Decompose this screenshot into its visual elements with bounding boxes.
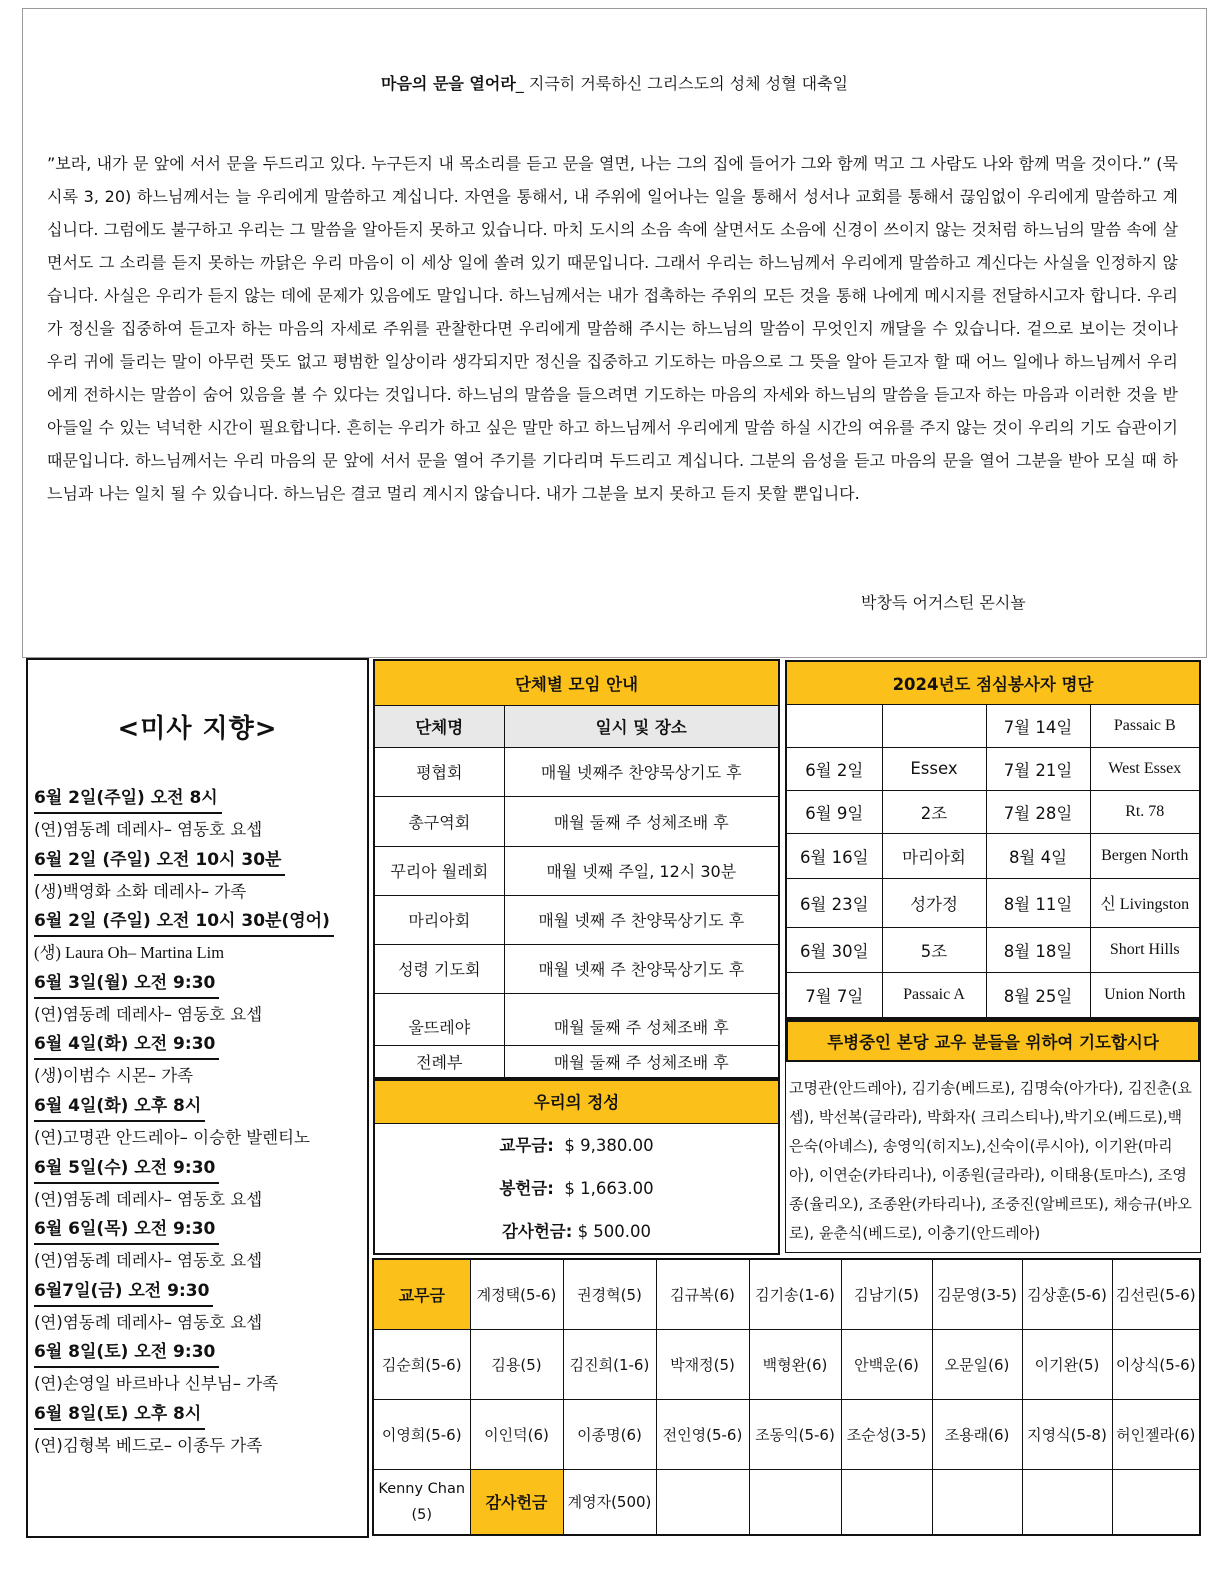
table-row <box>374 895 779 944</box>
lunch-date: 6월 9일 <box>786 790 882 833</box>
donor-cell: 이인덕(6) <box>470 1399 563 1469</box>
donor-cell: 조용래(6) <box>932 1399 1022 1469</box>
reflection-box <box>22 8 1207 658</box>
list-item <box>34 1215 363 1277</box>
lunch-volunteers-title: 2024년도 점심봉사자 명단 <box>786 661 1200 704</box>
donor-cell: 김기송(1-6) <box>749 1259 841 1329</box>
table-row <box>374 1045 779 1078</box>
donor-cell: 허인젤라(6) <box>1112 1399 1200 1469</box>
table-row <box>374 660 779 705</box>
reflection-title-rest: _ 지극히 거룩하신 그리스도의 성체 성혈 대축일 <box>515 74 848 93</box>
lunch-team: 마리아회 <box>882 833 986 878</box>
lunch-team: Rt. 78 <box>1090 790 1200 833</box>
lunch-date: 7월 7일 <box>786 972 882 1018</box>
mass-intent: (생)이범수 시몬– 가족 <box>34 1066 194 1086</box>
offering-label: 감사헌금: <box>501 1222 573 1241</box>
lunch-date: 8월 25일 <box>986 972 1090 1018</box>
list-item <box>34 1154 363 1216</box>
lunch-team: West Essex <box>1090 747 1200 790</box>
table-row <box>373 1259 1200 1329</box>
donor-cell: 계영자(500) <box>563 1469 656 1535</box>
lunch-volunteers-table <box>785 660 1201 1019</box>
list-item <box>34 846 363 908</box>
group-time: 매월 넷째주 찬양묵상기도 후 <box>504 747 779 796</box>
group-time: 매월 둘째 주 성체조배 후 <box>504 796 779 846</box>
list-item <box>34 907 363 969</box>
offering-value: $ 1,663.00 <box>564 1179 654 1198</box>
empty-cell <box>749 1469 841 1535</box>
empty-cell <box>1112 1469 1200 1535</box>
group-name: 전례부 <box>374 1045 504 1078</box>
list-item <box>34 1030 363 1092</box>
mass-date: 6월 2일(주일) 오전 8시 <box>34 784 222 814</box>
offering-label: 봉헌금: <box>499 1179 554 1198</box>
mass-intent: (생) Laura Oh– Martina Lim <box>34 943 225 963</box>
column-header: 단체명 <box>374 705 504 747</box>
empty-cell <box>1022 1469 1112 1535</box>
group-meetings-table <box>373 659 780 1079</box>
group-time: 매월 넷째 주일, 12시 30분 <box>504 846 779 895</box>
lunch-date: 6월 2일 <box>786 747 882 790</box>
mass-intentions-list <box>34 784 363 1462</box>
mass-intent: (연)김형복 베드로– 이종두 가족 <box>34 1435 263 1455</box>
table-row <box>786 878 1200 927</box>
table-row <box>373 1469 1200 1535</box>
offering-row <box>375 1210 778 1253</box>
lunch-team <box>882 704 986 747</box>
donor-cell: 김용(5) <box>470 1329 563 1399</box>
offering-box <box>373 1079 780 1255</box>
lunch-team: Essex <box>882 747 986 790</box>
lunch-date: 8월 18일 <box>986 927 1090 972</box>
lunch-date: 6월 16일 <box>786 833 882 878</box>
donor-cell: 김선린(5-6) <box>1112 1259 1200 1329</box>
reflection-title <box>23 71 1206 94</box>
donor-cell: 김문영(3-5) <box>932 1259 1022 1329</box>
mass-date: 6월 5일(수) 오전 9:30 <box>34 1154 219 1184</box>
donor-cell: 전인영(5-6) <box>656 1399 749 1469</box>
donor-cell: 박재정(5) <box>656 1329 749 1399</box>
lunch-team: 신 Livingston <box>1090 878 1200 927</box>
mass-intent: (연)염동례 데레사– 염동호 요셉 <box>34 1312 263 1332</box>
lunch-team: Short Hills <box>1090 927 1200 972</box>
lunch-date: 7월 28일 <box>986 790 1090 833</box>
donor-cell: 이기완(5) <box>1022 1329 1112 1399</box>
mass-intent: (생)백영화 소화 데레사– 가족 <box>34 881 247 901</box>
lunch-team: 5조 <box>882 927 986 972</box>
donor-cell: 계정택(5-6) <box>470 1259 563 1329</box>
list-item <box>34 1277 363 1339</box>
mass-date: 6월 2일 (주일) 오전 10시 30분(영어) <box>34 907 334 937</box>
empty-cell <box>841 1469 932 1535</box>
table-row <box>374 705 779 747</box>
donor-cell: 백형완(6) <box>749 1329 841 1399</box>
thanks-offering-label: 감사헌금 <box>470 1469 563 1535</box>
offering-title: 우리의 정성 <box>375 1081 778 1124</box>
mass-intent: (연)손영일 바르바나 신부님– 가족 <box>34 1374 279 1394</box>
list-item <box>34 969 363 1031</box>
lunch-date: 7월 14일 <box>986 704 1090 747</box>
lunch-team: Passaic B <box>1090 704 1200 747</box>
table-row <box>786 833 1200 878</box>
table-row <box>374 944 779 993</box>
group-name: 마리아회 <box>374 895 504 944</box>
reflection-body: ”보라, 내가 문 앞에 서서 문을 두드리고 있다. 누구든지 내 목소리를 듣고 문을 열면, 나는 그의 집에 들어가 그와 함께 먹고 그 사람도 나와 함께 먹을 것이다.” (묵시록 3, 20) 하느님께서는 늘 우리에게 말씀하고 계십니다. 자연을 통해서, 내 주위에 일어나는 일을 통해서 성서나 교회를 통해서 끊임없이 우리에게 말씀하고 계십니다. 그럼에도 불구하고 우리는 그 말씀을 알아듣지 못하고 있습니다. 마치 도시의 소음 속에 살면서도 소음에 신경이 쓰이지 않는 것처럼 하느님의 말씀 속에 살면서도 그 소리를 듣지 못하는 까닭은 우리 마음이 이 세상 일에 쏠려 있기 때문입니다. 그래서 우리는 하느님께서 우리에게 말씀하고 계신다는 사실을 인정하지 않습니다. 사실은 우리가 듣지 않는 데에 문제가 있음에도 말입니다. 하느님께서는 내가 접촉하는 주위의 모든 것을 통해 나에게 메시지를 전달하시고자 합니다. 우리가 정신을 집중하여 듣고자 하는 마음의 자세로 주위를 관찰한다면 우리에게 말씀해 주시는 하느님의 말씀이 무엇인지 깨달을 수 있습니다. 겉으로 보이는 것이나 우리 귀에 들리는 말이 아무런 뜻도 없고 평범한 일상이라 생각되지만 정신을 집중하고 기도하는 마음으로 그 뜻을 알아 듣고자 할 때 어느 일에나 하느님께서 우리에게 전하시는 말씀이 숨어 있음을 볼 수 있다는 것입니다. 하느님의 말씀을 들으려면 기도하는 마음의 자세와 하느님의 말씀을 듣고자 하는 마음과 이러한 것을 받아들일 수 있는 넉넉한 시간이 필요합니다. 흔히는 우리가 하고 싶은 말만 하고 하느님께서 우리에게 말씀 하실 시간의 여유를 주지 않는 것이 우리의 기도 습관이기 때문입니다. 하느님께서는 우리 마음의 문 앞에 서서 문을 열어 주기를 기다리며 두드리고 계십니다. 그분의 음성을 듣고 마음의 문을 열어 그분을 받아 모실 때 하느님과 나는 일치 될 수 있습니다. 하느님은 결코 멀리 계시지 않습니다. 내가 그분을 보지 못하고 듣지 못할 뿐입니다. <box>47 154 1178 503</box>
offering-label: 교무금: <box>499 1136 554 1155</box>
list-item <box>34 1338 363 1400</box>
donor-cell: 지영식(5-8) <box>1022 1399 1112 1469</box>
donor-cell: 김진희(1-6) <box>563 1329 656 1399</box>
donor-cell: 김순희(5-6) <box>373 1329 470 1399</box>
donor-cell: 김남기(5) <box>841 1259 932 1329</box>
empty-cell <box>932 1469 1022 1535</box>
mass-date: 6월 4일(화) 오전 9:30 <box>34 1030 219 1060</box>
prayer-list-names: 고명관(안드레아), 김기송(베드로), 김명숙(아가다), 김진춘(요셉), 박선복(글라라), 박화자( 크리스티나),박기오(베드로),백은숙(아녜스), 송영익(히지노),신숙이(루시아), 이기완(마리아), 이연순(카타리나), 이종원(글라라), 이태용(토마스), 조영종(율리오), 조종완(카타리나), 조중진(알베르또), 채승규(바오로), 윤춘식(베드로), 이충기(안드레아) <box>789 1079 1192 1242</box>
mass-intentions-box <box>26 658 369 1538</box>
table-row <box>786 661 1200 704</box>
list-item <box>34 1400 363 1462</box>
table-row <box>786 747 1200 790</box>
table-row <box>373 1329 1200 1399</box>
prayer-list-box <box>785 1019 1201 1253</box>
group-time: 매월 둘째 주 성체조배 후 <box>504 993 779 1045</box>
lunch-date: 7월 21일 <box>986 747 1090 790</box>
group-name: 평협회 <box>374 747 504 796</box>
donor-cell: 이상식(5-6) <box>1112 1329 1200 1399</box>
donors-table <box>372 1258 1201 1536</box>
mass-intent: (연)고명관 안드레아– 이승한 발렌티노 <box>34 1127 310 1147</box>
table-row <box>786 972 1200 1018</box>
mass-date: 6월7일(금) 오전 9:30 <box>34 1277 213 1307</box>
group-time: 매월 둘째 주 성체조배 후 <box>504 1045 779 1078</box>
offering-row <box>375 1124 778 1167</box>
mass-intentions-title: <미사 지향> <box>117 714 278 744</box>
reflection-author: 박창득 어거스틴 몬시뇰 <box>861 593 1026 612</box>
lunch-team: Passaic A <box>882 972 986 1018</box>
mass-intent: (연)염동례 데레사– 염동호 요셉 <box>34 1189 263 1209</box>
donor-cell: 안백운(6) <box>841 1329 932 1399</box>
prayer-list-title: 투병중인 본당 교우 분들을 위하여 기도합시다 <box>786 1020 1200 1062</box>
mass-intent: (연)염동례 데레사– 염동호 요셉 <box>34 1004 263 1024</box>
mass-date: 6월 8일(토) 오전 9:30 <box>34 1338 219 1368</box>
column-header: 일시 및 장소 <box>504 705 779 747</box>
mass-date: 6월 3일(월) 오전 9:30 <box>34 969 219 999</box>
donor-cell: 조동익(5-6) <box>749 1399 841 1469</box>
lunch-date: 8월 11일 <box>986 878 1090 927</box>
table-row <box>374 993 779 1045</box>
donor-cell: 조순성(3-5) <box>841 1399 932 1469</box>
group-name: 꾸리아 월레회 <box>374 846 504 895</box>
reflection-title-bold: 마음의 문을 열어라 <box>381 74 516 93</box>
mass-date: 6월 4일(화) 오후 8시 <box>34 1092 205 1122</box>
list-item <box>34 784 363 846</box>
offering-row <box>375 1167 778 1210</box>
group-name: 울뜨레야 <box>374 993 504 1045</box>
donor-cell: 이종명(6) <box>563 1399 656 1469</box>
offering-value: $ 9,380.00 <box>564 1136 654 1155</box>
mass-date: 6월 2일 (주일) 오전 10시 30분 <box>34 846 285 876</box>
lunch-date: 8월 4일 <box>986 833 1090 878</box>
group-name: 성령 기도회 <box>374 944 504 993</box>
empty-cell <box>656 1469 749 1535</box>
mass-date: 6월 6일(목) 오전 9:30 <box>34 1215 219 1245</box>
group-name: 총구역회 <box>374 796 504 846</box>
mass-date: 6월 8일(토) 오후 8시 <box>34 1400 205 1430</box>
dues-label: 교무금 <box>373 1259 470 1329</box>
lunch-date: 6월 23일 <box>786 878 882 927</box>
table-row <box>786 927 1200 972</box>
lunch-team: Bergen North <box>1090 833 1200 878</box>
donor-cell: 김규복(6) <box>656 1259 749 1329</box>
group-time: 매월 넷째 주 찬양묵상기도 후 <box>504 944 779 993</box>
offering-value: $ 500.00 <box>577 1222 652 1241</box>
donor-cell: 권경혁(5) <box>563 1259 656 1329</box>
donor-cell: 김상훈(5-6) <box>1022 1259 1112 1329</box>
table-row <box>786 704 1200 747</box>
table-row <box>374 796 779 846</box>
table-row <box>374 846 779 895</box>
lunch-team: 성가정 <box>882 878 986 927</box>
mass-intent: (연)염동례 데레사– 염동호 요셉 <box>34 1251 263 1271</box>
lunch-date <box>786 704 882 747</box>
donor-cell: 오문일(6) <box>932 1329 1022 1399</box>
lunch-team: 2조 <box>882 790 986 833</box>
mass-intent: (연)염동례 데레사– 염동호 요셉 <box>34 820 263 839</box>
lunch-team: Union North <box>1090 972 1200 1018</box>
donor-cell: Kenny Chan (5) <box>373 1469 470 1535</box>
list-item <box>34 1092 363 1154</box>
group-meetings-title: 단체별 모임 안내 <box>374 660 779 705</box>
donor-cell: 이영희(5-6) <box>373 1399 470 1469</box>
table-row <box>373 1399 1200 1469</box>
lunch-date: 6월 30일 <box>786 927 882 972</box>
group-time: 매월 넷째 주 찬양묵상기도 후 <box>504 895 779 944</box>
table-row <box>374 747 779 796</box>
table-row <box>786 790 1200 833</box>
